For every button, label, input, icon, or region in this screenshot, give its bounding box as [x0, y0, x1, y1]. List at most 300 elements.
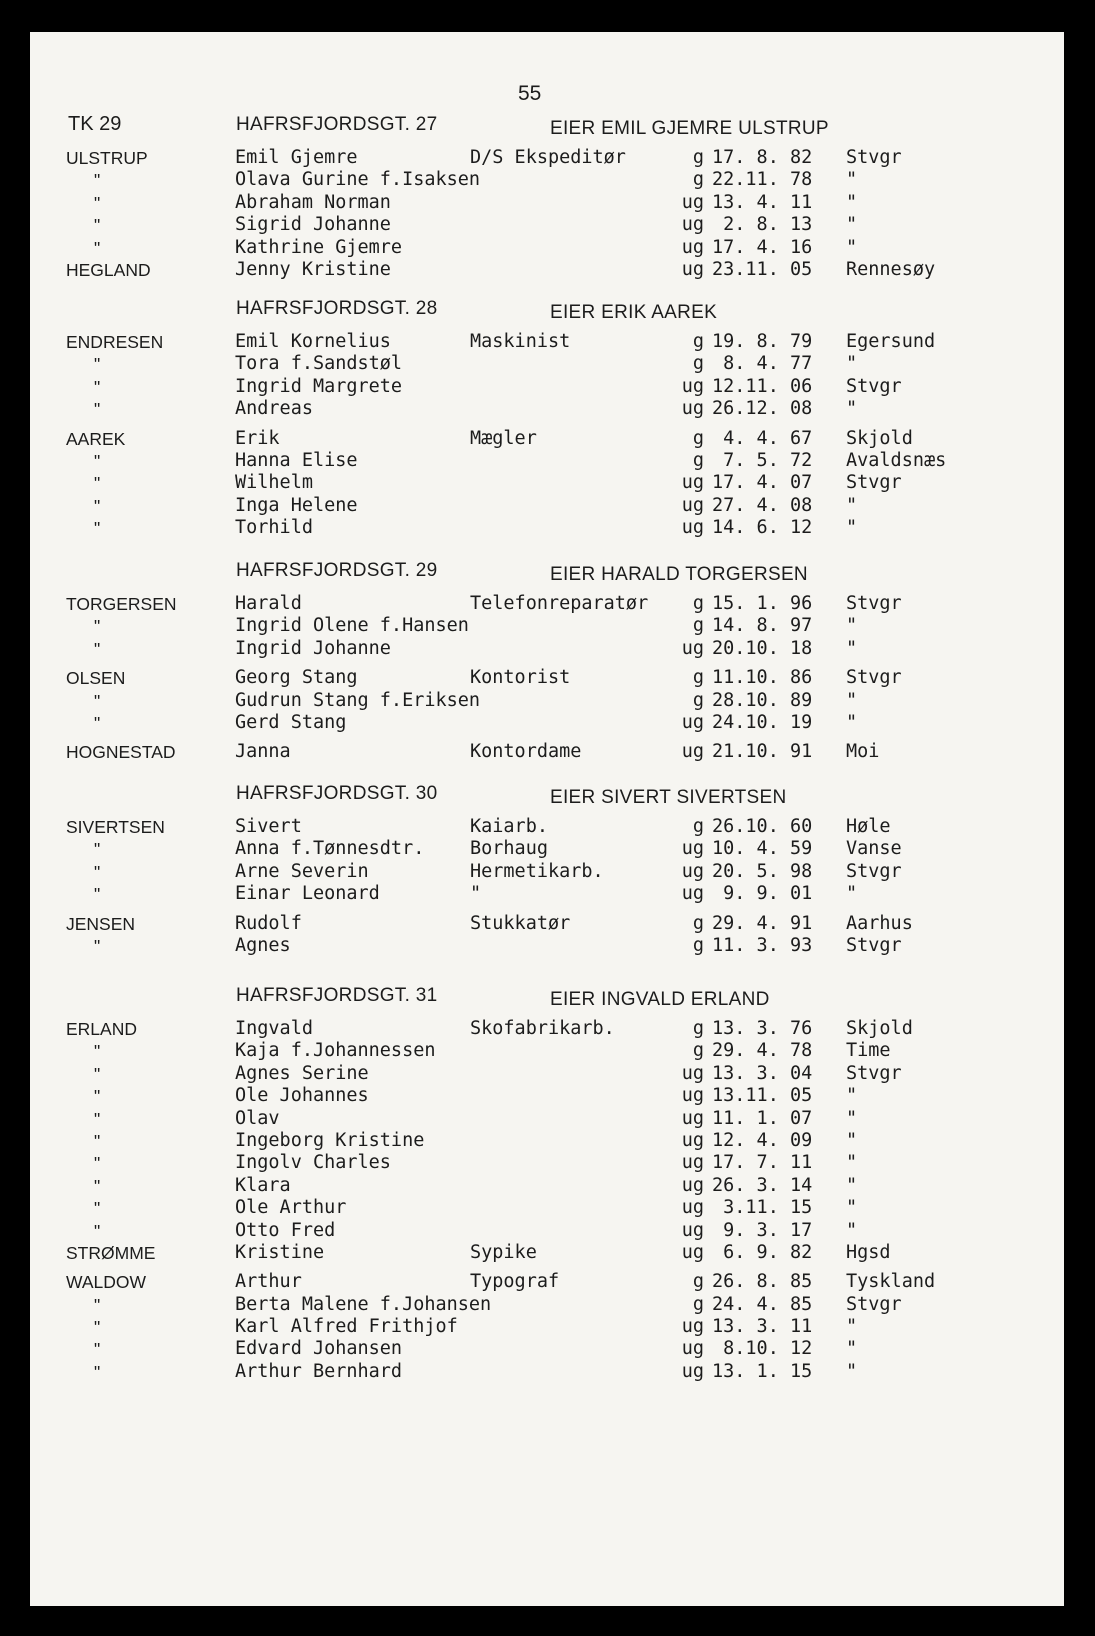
birth-date-cell: 13. 4. 11 [712, 191, 813, 213]
birth-date-cell: 13. 1. 15 [712, 1360, 813, 1382]
first-name-cell: Einar Leonard [235, 883, 380, 905]
birthplace-cell: Skjold [846, 1018, 913, 1039]
birthplace-cell: " [846, 1085, 858, 1107]
birthplace-cell: " [846, 689, 858, 711]
birthplace-cell: " [846, 1219, 858, 1241]
birth-date-cell: 6. 9. 82 [712, 1241, 813, 1263]
resident-row [30, 1040, 1064, 1062]
birth-date-cell: 8.10. 12 [712, 1338, 813, 1360]
section-hafrsfjordsgt-31 [30, 985, 1064, 1383]
first-name-cell: Arthur [235, 1271, 302, 1293]
surname-cell: " [94, 170, 101, 191]
resident-row [30, 214, 1064, 236]
surname-cell: " [94, 1041, 101, 1062]
first-name-cell: Kathrine Gjemre [235, 236, 403, 258]
marital-status-cell: g [692, 667, 704, 689]
birth-date-cell: 7. 5. 72 [712, 449, 813, 471]
surname-cell: HEGLAND [66, 259, 151, 280]
resident-row [30, 838, 1064, 860]
surname-cell: STRØMME [66, 1242, 156, 1263]
birth-date-cell: 14. 8. 97 [712, 615, 813, 637]
first-name-cell: Agnes Serine [235, 1062, 369, 1084]
birth-date-cell: 29. 4. 78 [712, 1040, 813, 1062]
marital-status-cell: g [692, 615, 704, 637]
marital-status-cell: g [692, 1040, 704, 1062]
first-name-cell: Georg Stang [235, 667, 358, 689]
marital-status-cell: g [692, 1271, 704, 1293]
first-name-cell: Emil Kornelius [235, 331, 391, 352]
first-name-cell: Janna [235, 741, 291, 763]
first-name-cell: Sivert [235, 816, 302, 837]
resident-row [30, 816, 1064, 838]
birthplace-cell: " [846, 214, 858, 236]
resident-row [30, 1063, 1064, 1085]
surname-cell: " [94, 839, 101, 860]
resident-row [30, 1316, 1064, 1338]
occupation-cell: Stukkatør [470, 912, 571, 934]
street-address: HAFRSFJORDSGT. 29 [236, 560, 438, 581]
birthplace-cell: Stvgr [846, 1062, 902, 1084]
birthplace-cell: Stvgr [846, 147, 902, 168]
owner-label: EIER EMIL GJEMRE ULSTRUP [550, 118, 829, 139]
occupation-cell: D/S Ekspeditør [470, 147, 626, 168]
marital-status-cell: ug [681, 741, 704, 763]
birthplace-cell: Time [846, 1040, 891, 1062]
birth-date-cell: 23.11. 05 [712, 258, 813, 280]
marital-status-cell: ug [681, 711, 704, 733]
surname-cell: " [94, 354, 101, 375]
resident-row [30, 667, 1064, 689]
birthplace-cell: Vanse [846, 838, 902, 860]
surname-cell: " [94, 237, 101, 258]
resident-row [30, 1085, 1064, 1107]
birthplace-cell: " [846, 637, 858, 659]
birth-date-cell: 20. 5. 98 [712, 860, 813, 882]
marital-status-cell: g [692, 427, 704, 449]
first-name-cell: Agnes [235, 934, 291, 956]
section-header [30, 298, 1064, 323]
resident-row [30, 690, 1064, 712]
marital-status-cell: ug [681, 1174, 704, 1196]
first-name-cell: Erik [235, 427, 280, 449]
surname-cell: " [94, 861, 101, 882]
birthplace-cell: Stvgr [846, 593, 902, 614]
marital-status-cell: ug [681, 214, 704, 236]
first-name-cell: Sigrid Johanne [235, 214, 391, 236]
owner-label: EIER INGVALD ERLAND [550, 989, 770, 1010]
birth-date-cell: 13.11. 05 [712, 1085, 813, 1107]
resident-row [30, 883, 1064, 905]
birthplace-cell: Aarhus [846, 912, 913, 934]
section-header [30, 985, 1064, 1010]
marital-status-cell: ug [681, 258, 704, 280]
birth-date-cell: 13. 3. 04 [712, 1062, 813, 1084]
marital-status-cell: ug [681, 517, 704, 539]
surname-cell: " [94, 616, 101, 637]
surname-cell: " [94, 518, 101, 539]
occupation-cell: Kontordame [470, 741, 582, 763]
birth-date-cell: 24. 4. 85 [712, 1293, 813, 1315]
resident-row [30, 1271, 1064, 1293]
surname-cell: " [94, 1130, 101, 1151]
birthplace-cell: " [846, 1316, 858, 1338]
marital-status-cell: ug [681, 191, 704, 213]
first-name-cell: Ingeborg Kristine [235, 1129, 425, 1151]
birthplace-cell: Hgsd [846, 1241, 891, 1263]
marital-status-cell: ug [681, 860, 704, 882]
marital-status-cell: ug [681, 1129, 704, 1151]
surname-cell: SIVERTSEN [66, 817, 165, 837]
birth-date-cell: 26. 3. 14 [712, 1174, 813, 1196]
birthplace-cell: " [846, 398, 858, 420]
birthplace-cell: " [846, 191, 858, 213]
birth-date-cell: 27. 4. 08 [712, 494, 813, 516]
marital-status-cell: ug [681, 236, 704, 258]
first-name-cell: Otto Fred [235, 1219, 336, 1241]
resident-row [30, 861, 1064, 883]
first-name-cell: Ingolv Charles [235, 1152, 391, 1174]
birth-date-cell: 3.11. 15 [712, 1197, 813, 1219]
resident-row [30, 147, 1064, 169]
section-header [30, 783, 1064, 808]
birth-date-cell: 10. 4. 59 [712, 838, 813, 860]
marital-status-cell: g [692, 449, 704, 471]
surname-cell: " [94, 1086, 101, 1107]
marital-status-cell: ug [681, 637, 704, 659]
surname-cell: " [94, 935, 101, 956]
resident-row [30, 237, 1064, 259]
birth-date-cell: 26. 8. 85 [712, 1271, 813, 1293]
surname-cell: ENDRESEN [66, 332, 164, 352]
marital-status-cell: g [692, 1018, 704, 1039]
surname-cell: " [94, 473, 101, 494]
surname-cell: " [94, 1294, 101, 1315]
resident-row [30, 1130, 1064, 1152]
surname-cell: " [94, 1153, 101, 1174]
birth-date-cell: 22.11. 78 [712, 169, 813, 191]
marital-status-cell: ug [681, 1107, 704, 1129]
owner-label: EIER ERIK AAREK [550, 302, 718, 323]
marital-status-cell: g [692, 689, 704, 711]
birthplace-cell: " [846, 1360, 858, 1382]
birth-date-cell: 4. 4. 67 [712, 427, 813, 449]
resident-row [30, 1294, 1064, 1316]
birthplace-cell: Stvgr [846, 860, 902, 882]
surname-cell: WALDOW [66, 1272, 147, 1293]
birthplace-cell: " [846, 1152, 858, 1174]
surname-cell: " [94, 884, 101, 905]
birthplace-cell: " [846, 1129, 858, 1151]
surname-cell: HOGNESTAD [66, 742, 176, 763]
marital-status-cell: ug [681, 472, 704, 494]
birthplace-cell: " [846, 494, 858, 516]
surname-cell: ULSTRUP [66, 148, 148, 168]
resident-row [30, 741, 1064, 763]
birth-date-cell: 29. 4. 91 [712, 912, 813, 934]
surname-cell: " [94, 450, 101, 471]
resident-list [30, 147, 1064, 281]
surname-cell: " [94, 376, 101, 397]
occupation-cell: Borhaug [470, 838, 548, 860]
surname-cell: ERLAND [66, 1019, 137, 1039]
first-name-cell: Gudrun Stang f.Eriksen [235, 689, 481, 711]
marital-status-cell: g [692, 912, 704, 934]
resident-row [30, 1108, 1064, 1130]
resident-row [30, 593, 1064, 615]
birthplace-cell: Stvgr [846, 472, 902, 494]
birth-date-cell: 8. 4. 77 [712, 353, 813, 375]
marital-status-cell: g [692, 169, 704, 191]
surname-cell: " [94, 1175, 101, 1196]
section-hafrsfjordsgt-30 [30, 783, 1064, 957]
marital-status-cell: ug [681, 1316, 704, 1338]
owner-label: EIER SIVERT SIVERTSEN [550, 787, 787, 808]
birth-date-cell: 13. 3. 11 [712, 1316, 813, 1338]
first-name-cell: Torhild [235, 517, 313, 539]
resident-row [30, 1220, 1064, 1242]
marital-status-cell: ug [681, 375, 704, 397]
resident-list [30, 593, 1064, 764]
first-name-cell: Hanna Elise [235, 449, 358, 471]
birthplace-cell: Avaldsnæs [846, 449, 947, 471]
surname-cell: " [94, 399, 101, 420]
marital-status-cell: ug [681, 1152, 704, 1174]
birthplace-cell: " [846, 169, 858, 191]
resident-row [30, 712, 1064, 734]
street-address: HAFRSFJORDSGT. 31 [236, 985, 438, 1006]
marital-status-cell: g [692, 934, 704, 956]
first-name-cell: Olava Gurine f.Isaksen [235, 169, 481, 191]
first-name-cell: Kaja f.Johannessen [235, 1040, 436, 1062]
first-name-cell: Edvard Johansen [235, 1338, 403, 1360]
occupation-cell: Kontorist [470, 667, 571, 689]
resident-row [30, 1361, 1064, 1383]
birth-date-cell: 17. 7. 11 [712, 1152, 813, 1174]
birth-date-cell: 19. 8. 79 [712, 331, 813, 352]
section-hafrsfjordsgt-27 [30, 114, 1064, 281]
surname-cell: TORGERSEN [66, 594, 177, 614]
first-name-cell: Karl Alfred Frithjof [235, 1316, 458, 1338]
section-header [30, 560, 1064, 585]
birthplace-cell: Stvgr [846, 667, 902, 689]
birthplace-cell: " [846, 236, 858, 258]
birthplace-cell: Rennesøy [846, 258, 936, 280]
occupation-cell: Hermetikarb. [470, 860, 604, 882]
marital-status-cell: ug [681, 494, 704, 516]
birthplace-cell: Moi [846, 741, 880, 763]
birth-date-cell: 9. 9. 01 [712, 883, 813, 905]
resident-row [30, 450, 1064, 472]
resident-row [30, 353, 1064, 375]
marital-status-cell: g [692, 353, 704, 375]
occupation-cell: Telefonreparatør [470, 593, 649, 614]
birth-date-cell: 28.10. 89 [712, 689, 813, 711]
first-name-cell: Klara [235, 1174, 291, 1196]
section-header [30, 114, 1064, 139]
birth-date-cell: 12.11. 06 [712, 375, 813, 397]
first-name-cell: Rudolf [235, 912, 302, 934]
birth-date-cell: 21.10. 91 [712, 741, 813, 763]
first-name-cell: Andreas [235, 398, 313, 420]
marital-status-cell: g [692, 816, 704, 837]
occupation-cell: " [470, 883, 482, 905]
first-name-cell: Gerd Stang [235, 711, 347, 733]
owner-label: EIER HARALD TORGERSEN [550, 564, 808, 585]
birthplace-cell: Skjold [846, 427, 913, 449]
resident-row [30, 495, 1064, 517]
marital-status-cell: ug [681, 1197, 704, 1219]
resident-row [30, 1152, 1064, 1174]
birth-date-cell: 20.10. 18 [712, 637, 813, 659]
birthplace-cell: Stvgr [846, 375, 902, 397]
resident-row [30, 1242, 1064, 1264]
surname-cell: " [94, 1063, 101, 1084]
birth-date-cell: 17. 4. 07 [712, 472, 813, 494]
marital-status-cell: ug [681, 1338, 704, 1360]
first-name-cell: Ole Arthur [235, 1197, 347, 1219]
occupation-cell: Typograf [470, 1271, 560, 1293]
resident-row [30, 192, 1064, 214]
birthplace-cell: " [846, 353, 858, 375]
birth-date-cell: 26.10. 60 [712, 816, 813, 837]
birthplace-cell: Tyskland [846, 1271, 936, 1293]
birth-date-cell: 13. 3. 76 [712, 1018, 813, 1039]
resident-row [30, 331, 1064, 353]
first-name-cell: Ingvald [235, 1018, 313, 1039]
birthplace-cell: Stvgr [846, 1293, 902, 1315]
birthplace-cell: " [846, 1338, 858, 1360]
birth-date-cell: 9. 3. 17 [712, 1219, 813, 1241]
marital-status-cell: ug [681, 1360, 704, 1382]
birthplace-cell: " [846, 1197, 858, 1219]
resident-row [30, 398, 1064, 420]
first-name-cell: Inga Helene [235, 494, 358, 516]
surname-cell: " [94, 215, 101, 236]
birth-date-cell: 2. 8. 13 [712, 214, 813, 236]
resident-row [30, 1338, 1064, 1360]
surname-cell: " [94, 495, 101, 516]
document-page [30, 32, 1064, 1606]
birth-date-cell: 24.10. 19 [712, 711, 813, 733]
first-name-cell: Ingrid Margrete [235, 375, 403, 397]
resident-row [30, 1175, 1064, 1197]
section-hafrsfjordsgt-29 [30, 560, 1064, 764]
resident-row [30, 428, 1064, 450]
surname-cell: " [94, 1108, 101, 1129]
birth-date-cell: 17. 4. 16 [712, 236, 813, 258]
resident-row [30, 1197, 1064, 1219]
section-hafrsfjordsgt-28 [30, 298, 1064, 540]
birthplace-cell: Stvgr [846, 934, 902, 956]
surname-cell: " [94, 712, 101, 733]
birth-date-cell: 11. 3. 93 [712, 934, 813, 956]
resident-row [30, 517, 1064, 539]
surname-cell: " [94, 1220, 101, 1241]
birth-date-cell: 14. 6. 12 [712, 517, 813, 539]
marital-status-cell: g [692, 331, 704, 352]
surname-cell: AAREK [66, 428, 126, 449]
surname-cell: JENSEN [66, 913, 136, 934]
resident-row [30, 935, 1064, 957]
first-name-cell: Harald [235, 593, 302, 614]
marital-status-cell: ug [681, 1085, 704, 1107]
page-number: 55 [518, 82, 542, 105]
resident-row [30, 638, 1064, 660]
birthplace-cell: Egersund [846, 331, 936, 352]
surname-cell: " [94, 690, 101, 711]
birthplace-cell: Høle [846, 816, 891, 837]
birthplace-cell: " [846, 711, 858, 733]
marital-status-cell: g [692, 147, 704, 168]
birth-date-cell: 17. 8. 82 [712, 147, 813, 168]
birth-date-cell: 11. 1. 07 [712, 1107, 813, 1129]
tk-label: TK 29 [68, 113, 122, 135]
resident-list [30, 1018, 1064, 1383]
surname-cell: " [94, 1198, 101, 1219]
resident-row [30, 1018, 1064, 1040]
birth-date-cell: 11.10. 86 [712, 667, 813, 689]
occupation-cell: Mægler [470, 427, 537, 449]
marital-status-cell: ug [681, 883, 704, 905]
resident-list [30, 816, 1064, 957]
first-name-cell: Anna f.Tønnesdtr. [235, 838, 425, 860]
first-name-cell: Ole Johannes [235, 1085, 369, 1107]
birth-date-cell: 15. 1. 96 [712, 593, 813, 614]
resident-row [30, 615, 1064, 637]
resident-row [30, 169, 1064, 191]
marital-status-cell: ug [681, 1219, 704, 1241]
birthplace-cell: " [846, 883, 858, 905]
street-address: HAFRSFJORDSGT. 28 [236, 298, 438, 319]
marital-status-cell: ug [681, 838, 704, 860]
birthplace-cell: " [846, 615, 858, 637]
birthplace-cell: " [846, 1107, 858, 1129]
first-name-cell: Emil Gjemre [235, 147, 358, 168]
first-name-cell: Arne Severin [235, 860, 369, 882]
surname-cell: " [94, 192, 101, 213]
surname-cell: " [94, 638, 101, 659]
resident-row [30, 259, 1064, 281]
surname-cell: " [94, 1361, 101, 1382]
surname-cell: " [94, 1339, 101, 1360]
first-name-cell: Arthur Bernhard [235, 1360, 403, 1382]
birth-date-cell: 26.12. 08 [712, 398, 813, 420]
first-name-cell: Berta Malene f.Johansen [235, 1293, 492, 1315]
first-name-cell: Kristine [235, 1241, 325, 1263]
first-name-cell: Jenny Kristine [235, 258, 391, 280]
marital-status-cell: g [692, 593, 704, 614]
first-name-cell: Abraham Norman [235, 191, 391, 213]
surname-cell: " [94, 1317, 101, 1338]
resident-row [30, 376, 1064, 398]
street-address: HAFRSFJORDSGT. 27 [236, 114, 438, 135]
marital-status-cell: ug [681, 1062, 704, 1084]
surname-cell: OLSEN [66, 668, 126, 689]
marital-status-cell: ug [681, 1241, 704, 1263]
occupation-cell: Skofabrikarb. [470, 1018, 615, 1039]
first-name-cell: Olav [235, 1107, 280, 1129]
first-name-cell: Ingrid Olene f.Hansen [235, 615, 469, 637]
resident-row [30, 472, 1064, 494]
first-name-cell: Tora f.Sandstøl [235, 353, 403, 375]
marital-status-cell: g [692, 1293, 704, 1315]
birthplace-cell: " [846, 1174, 858, 1196]
occupation-cell: Maskinist [470, 331, 571, 352]
marital-status-cell: ug [681, 398, 704, 420]
occupation-cell: Sypike [470, 1241, 537, 1263]
street-address: HAFRSFJORDSGT. 30 [236, 783, 438, 804]
first-name-cell: Ingrid Johanne [235, 637, 391, 659]
